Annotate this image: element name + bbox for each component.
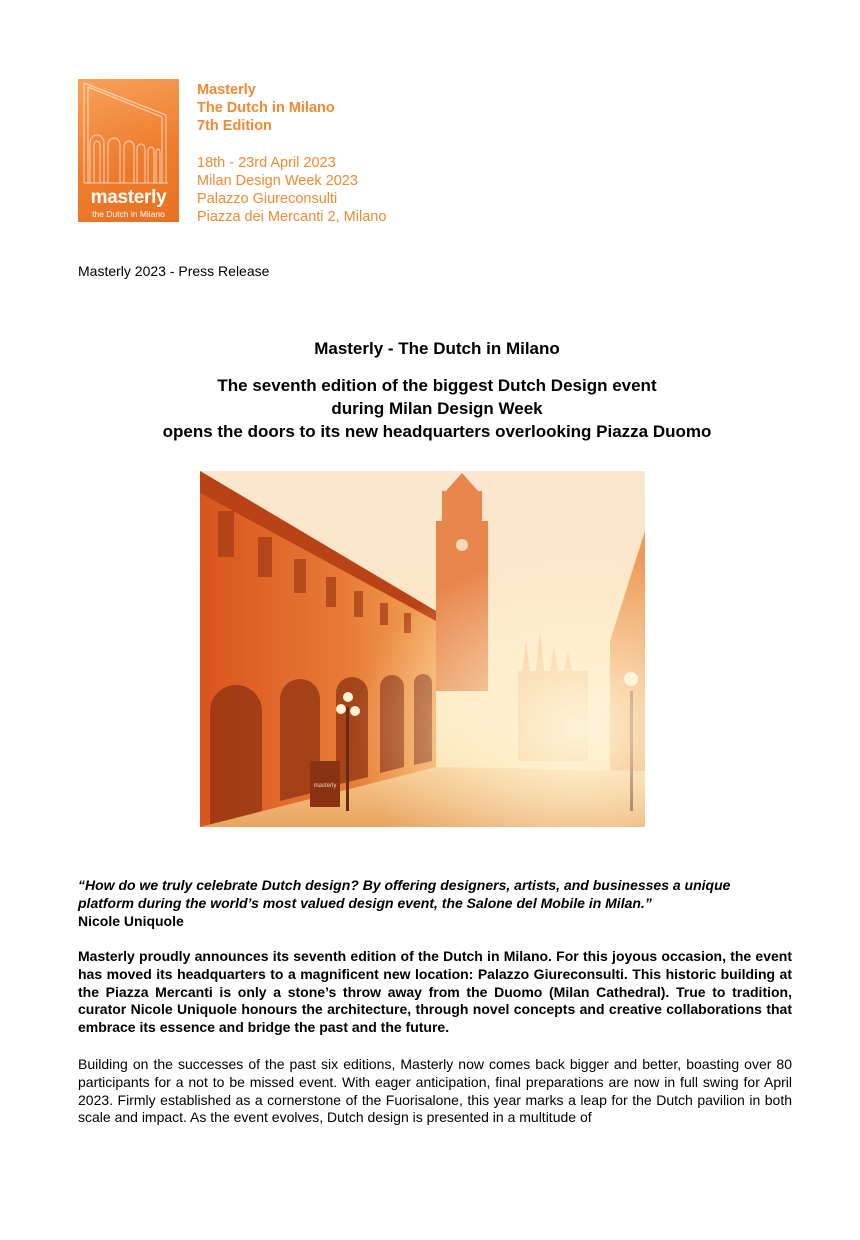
event-name: Masterly bbox=[197, 82, 256, 98]
subtitle bbox=[78, 374, 796, 443]
lead-paragraph: Masterly proudly announces its seventh edition of the Dutch in Milano. For this joyous occasion, the event has moved its headquarters to a magnificent new location: Palazzo Giureconsulti. This historic building at the Piazza Mercanti is only a stone’s throw away from the Duomo (Milan Cathedral). True to tradition, curator Nicole Uniquole honours the architecture, through novel concepts and creative collaborations that embrace its essence and bridge the past and the future. bbox=[78, 948, 792, 1036]
event-occasion: Milan Design Week 2023 bbox=[197, 173, 358, 189]
subtitle-line: The seventh edition of the biggest Dutch Design event bbox=[217, 376, 657, 395]
event-subtitle: The Dutch in Milano bbox=[197, 100, 335, 116]
event-dates: 18th - 23rd April 2023 bbox=[197, 155, 336, 171]
quote-author: Nicole Uniquole bbox=[78, 913, 184, 929]
body-paragraph: Building on the successes of the past six editions, Masterly now comes back bigger and better, boasting over 80 participants for a not to be missed event. With eager anticipation, final preparations are now in full swing for April 2023. Firmly established as a cornerstone of the Fuorisalone, this year marks a leap for the Dutch pavilion in both scale and impact. As the event evolves, Dutch design is presented in a multitude of bbox=[78, 1056, 792, 1126]
event-venue: Palazzo Giureconsulti bbox=[197, 191, 338, 207]
page-title: Masterly - The Dutch in Milano bbox=[314, 339, 560, 358]
title-block bbox=[78, 337, 796, 443]
press-release-label: Masterly 2023 - Press Release bbox=[78, 263, 270, 279]
quote-block bbox=[78, 876, 788, 930]
quote-text: “How do we truly celebrate Dutch design? By offering designers, artists, and businesses a unique platform during the world’s most valued design event, the Salone del Mobile in Milan.” bbox=[78, 877, 731, 911]
logo-wordmark: masterly bbox=[90, 187, 167, 208]
masterly-logo bbox=[78, 79, 179, 222]
hero-image-palazzo bbox=[200, 471, 645, 827]
event-info bbox=[197, 81, 386, 226]
event-edition: 7th Edition bbox=[197, 118, 272, 134]
event-address: Piazza dei Mercanti 2, Milano bbox=[197, 209, 387, 225]
subtitle-line: during Milan Design Week bbox=[331, 399, 543, 418]
subtitle-line: opens the doors to its new headquarters overlooking Piazza Duomo bbox=[162, 422, 712, 441]
logo-tagline: the Dutch in Milano bbox=[92, 209, 165, 219]
